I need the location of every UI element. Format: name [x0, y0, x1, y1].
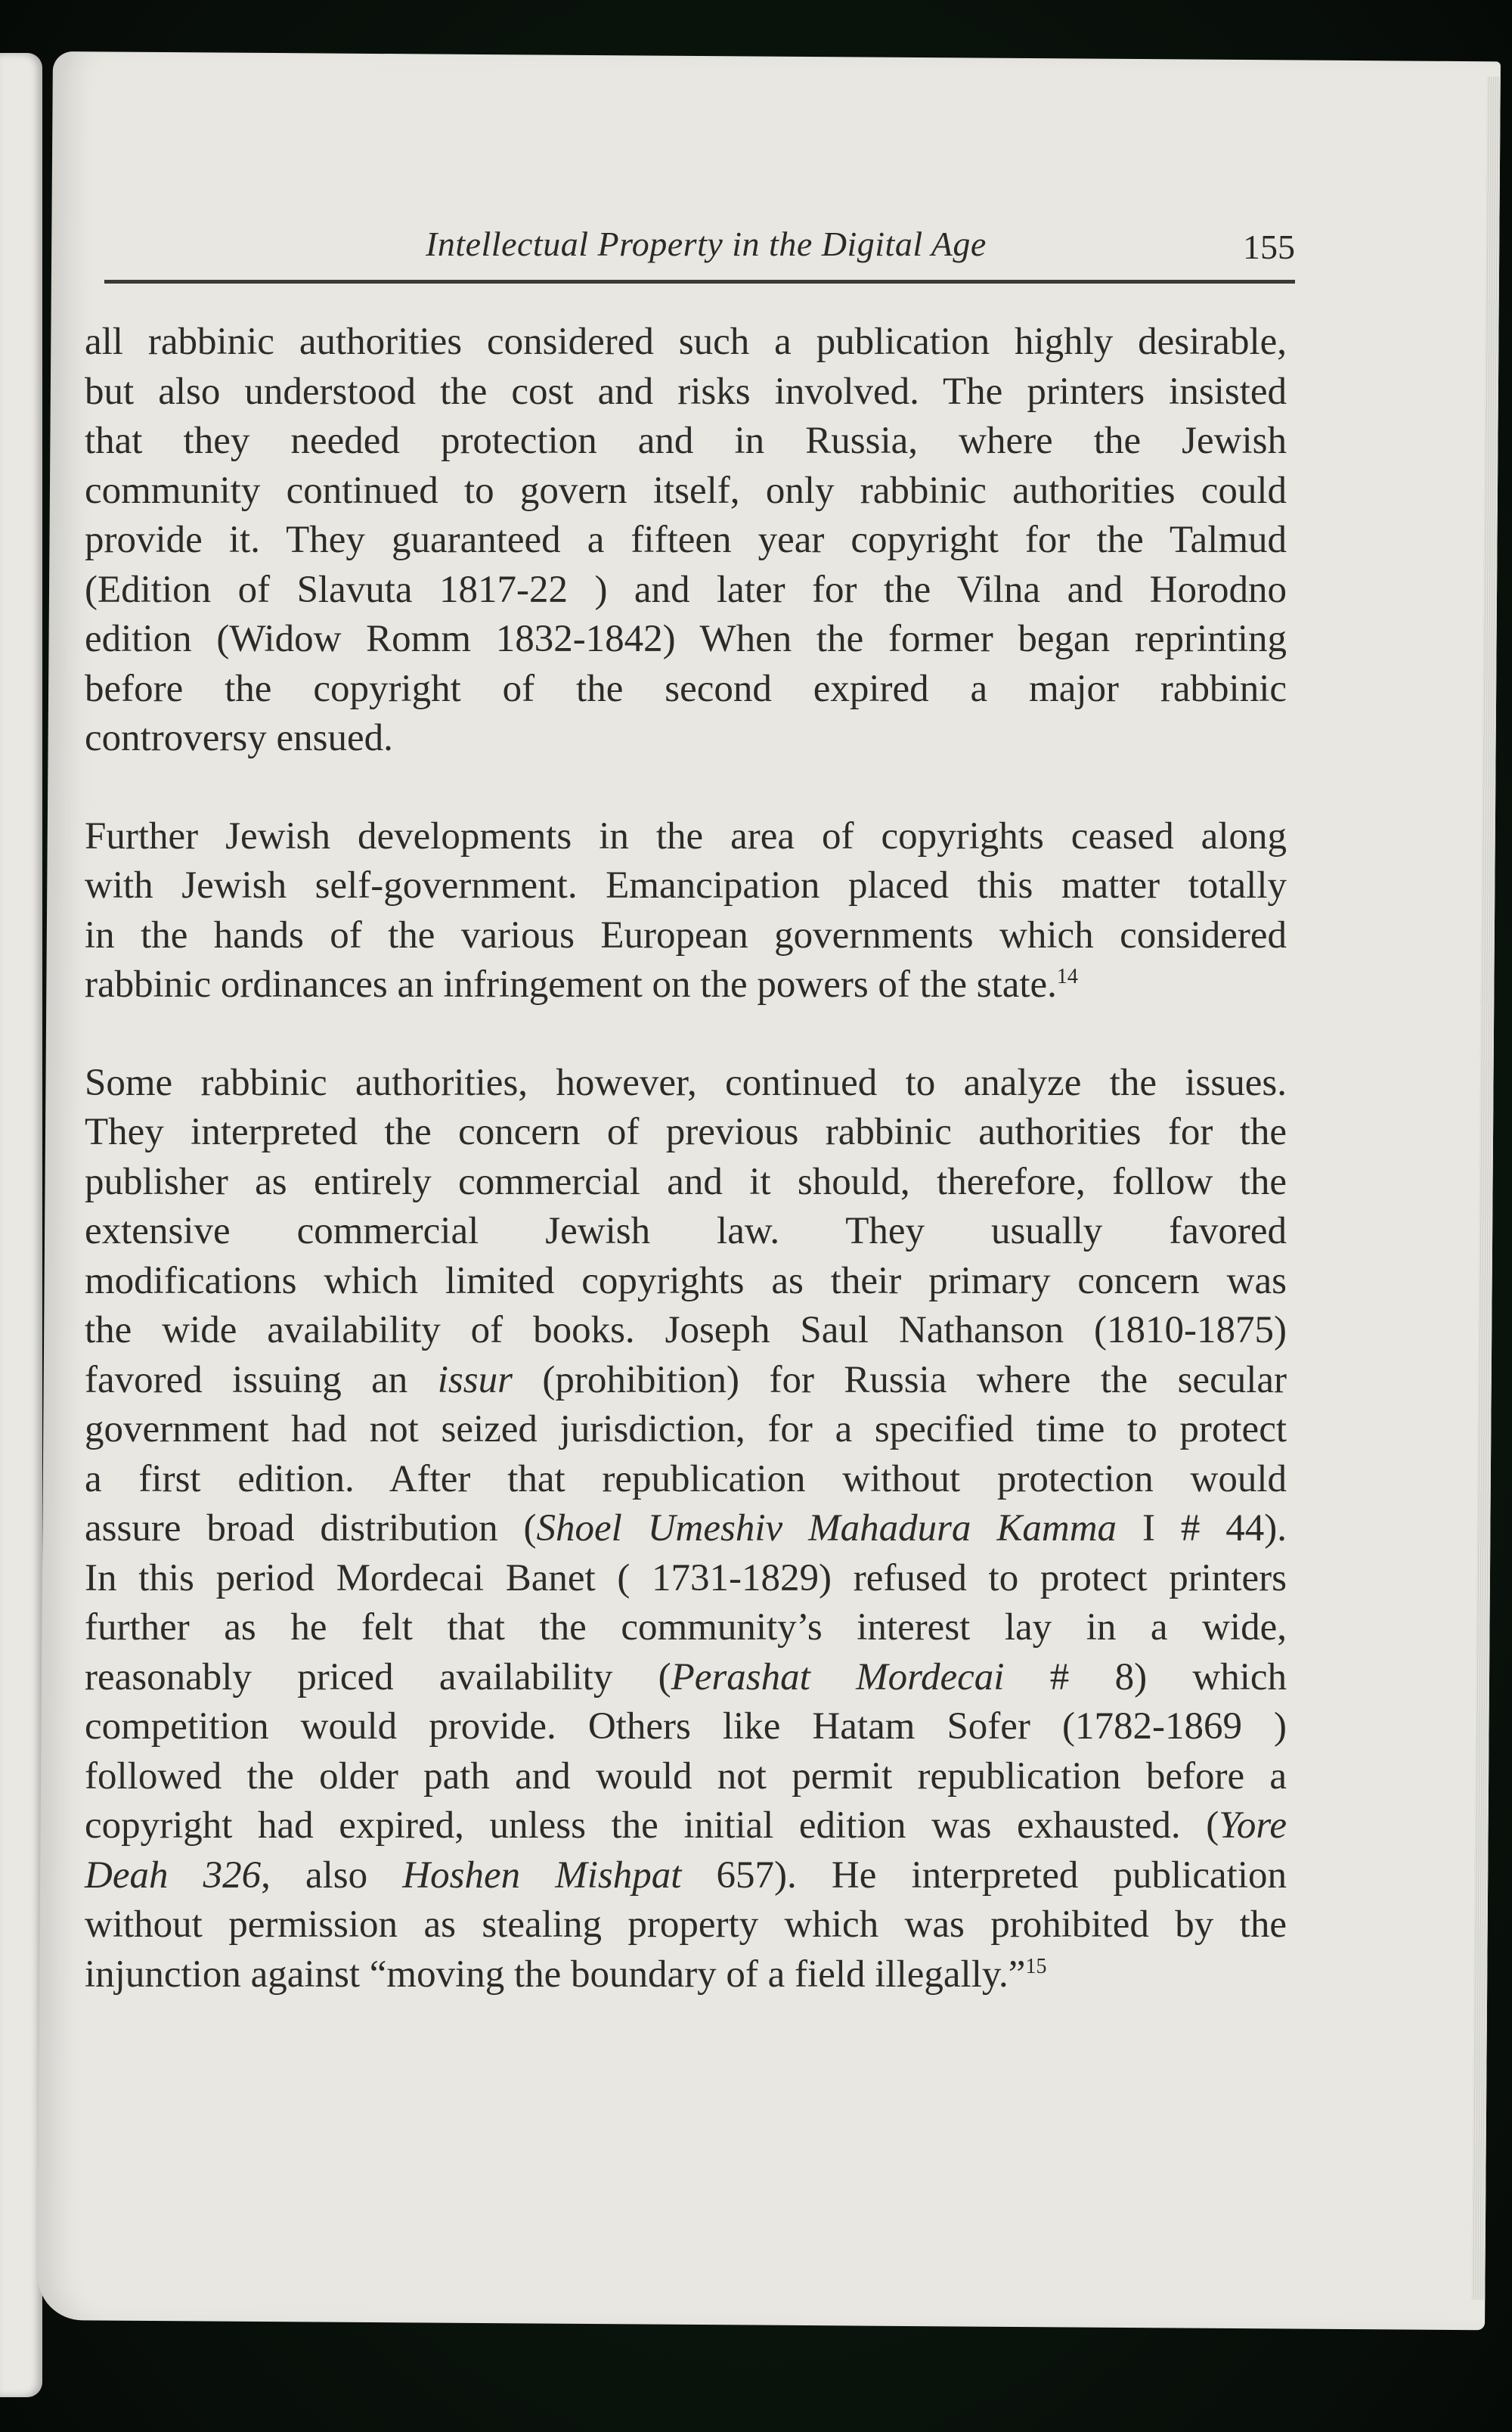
text-line: without permission as stealing property which was prohibited by the [85, 1903, 1287, 1946]
text-line: in the hands of the various European governments which considered [85, 914, 1287, 957]
facing-page-edge [0, 53, 42, 2397]
line-text: (prohibition) for Russia where the secular [512, 1358, 1287, 1401]
page-edges [1471, 76, 1501, 2300]
page-number: 155 [1243, 228, 1295, 266]
text-line: Further Jewish developments in the area of copyrights ceased along [85, 814, 1287, 858]
running-header [104, 219, 1295, 284]
text-line [85, 1851, 1287, 1901]
text-line [85, 1504, 1287, 1554]
text-line: further as he felt that the community’s interest lay in a wide, [85, 1606, 1287, 1649]
text-line [85, 1356, 1287, 1406]
text-line [85, 960, 1287, 1010]
body-text [85, 318, 1287, 2048]
text-line [85, 1653, 1287, 1703]
text-line: with Jewish self-government. Emancipation placed this matter totally [85, 864, 1287, 907]
line-text: assure broad distribution ( [85, 1507, 537, 1549]
citation-title: Shoel Umeshiv Mahadura Kamma [536, 1507, 1117, 1549]
footnote-ref-15[interactable]: 15 [1025, 1954, 1047, 1978]
line-text: , also [261, 1853, 403, 1897]
text-line: followed the older path and would not permit republication before a [85, 1754, 1287, 1798]
running-title: Intellectual Property in the Digital Age [426, 225, 987, 263]
citation-title: Yore [1219, 1804, 1287, 1847]
text-line: community continued to govern itself, only rabbinic authorities could [85, 469, 1287, 512]
text-line: (Edition of Slavuta 1817-22 ) and later for the Vilna and Horodno [85, 568, 1287, 611]
text-line: modifications which limited copyrights as their primary concern was [85, 1259, 1287, 1302]
citation-title: Hoshen Mishpat [402, 1853, 682, 1897]
text-line: that they needed protection and in Russia, where the Jewish [85, 420, 1287, 462]
line-text: rabbinic ordinances an infringement on the powers of the state. [85, 963, 1057, 1006]
text-line: competition would provide. Others like Hatam Sofer (1782-1869 ) [85, 1705, 1287, 1748]
text-line [85, 1801, 1287, 1851]
text-line: before the copyright of the second expired a major rabbinic [85, 667, 1287, 710]
text-line: edition (Widow Romm 1832-1842) When the former began reprinting [85, 618, 1287, 660]
text-line: provide it. They guaranteed a fifteen year copyright for the Talmud [85, 519, 1287, 561]
line-text: 657). He interpreted publication [681, 1853, 1287, 1897]
paragraph-1 [85, 318, 1287, 764]
citation-title: Perashat Mordecai [671, 1655, 1005, 1698]
text-line: Some rabbinic authorities, however, continued to analyze the issues. [85, 1061, 1287, 1104]
citation-title: Deah 326 [85, 1853, 262, 1897]
text-line: In this period Mordecai Banet ( 1731-1829) refused to protect printers [85, 1556, 1287, 1599]
italic-term-issur: issur [437, 1358, 513, 1401]
paragraph-3 [85, 1059, 1287, 2000]
line-text: reasonably priced availability ( [85, 1655, 671, 1698]
text-line: controversy ensued. [85, 717, 393, 759]
text-line: a first edition. After that republication without protection would [85, 1457, 1287, 1500]
line-text: copyright had expired, unless the initial edition was exhausted. ( [85, 1804, 1219, 1847]
line-text: # 8) which [1004, 1655, 1287, 1698]
text-line: They interpreted the concern of previous rabbinic authorities for the [85, 1111, 1287, 1153]
text-line: government had not seized jurisdiction, for a specified time to protect [85, 1408, 1287, 1450]
text-line: but also understood the cost and risks involved. The printers insisted [85, 370, 1287, 413]
text-line: extensive commercial Jewish law. They usually favored [85, 1210, 1287, 1252]
text-line: all rabbinic authorities considered such a publication highly desirable, [85, 321, 1287, 363]
text-line [85, 1950, 1287, 2000]
text-line: publisher as entirely commercial and it should, therefore, follow the [85, 1160, 1287, 1203]
line-text: favored issuing an [85, 1358, 438, 1401]
line-text: injunction against “moving the boundary of a field illegally.” [85, 1953, 1026, 1996]
text-line: the wide availability of books. Joseph Saul Nathanson (1810-1875) [85, 1309, 1287, 1351]
line-text: I # 44). [1117, 1507, 1287, 1549]
paragraph-2 [85, 812, 1287, 1010]
footnote-ref-14[interactable]: 14 [1056, 965, 1078, 988]
